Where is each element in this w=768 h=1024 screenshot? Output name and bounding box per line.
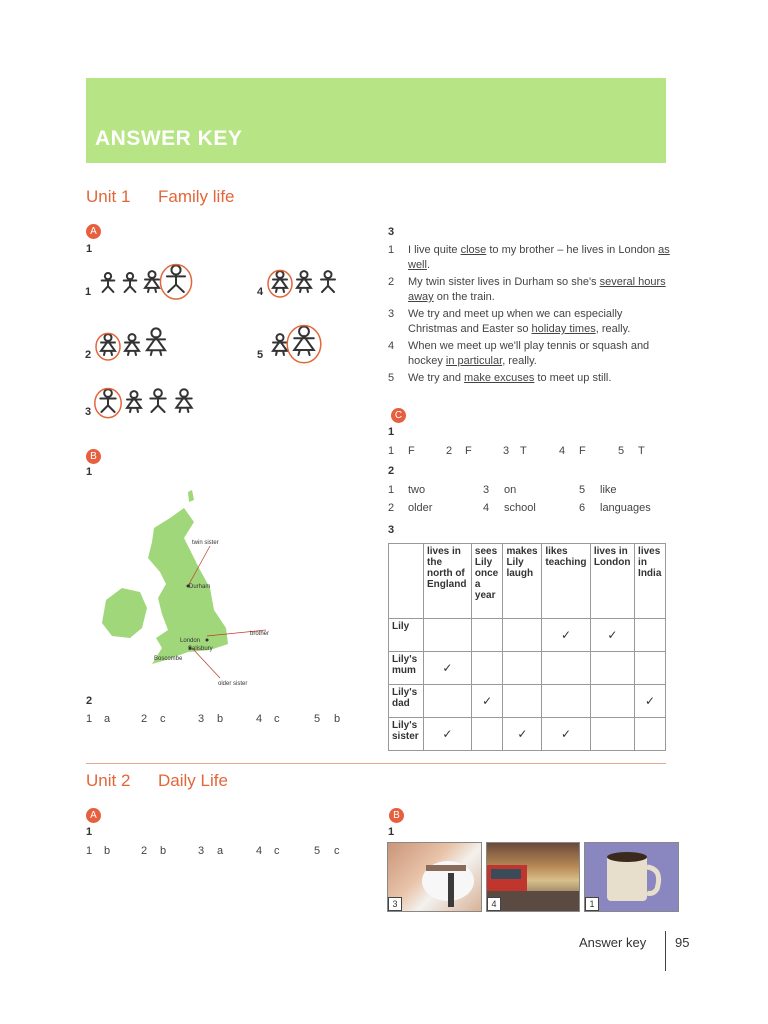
- table-tick-cell: [590, 718, 634, 751]
- table-tick-cell: ✓: [635, 685, 666, 718]
- u2a-ans-1-num: 1: [86, 845, 93, 857]
- table-row-name: Lily's dad: [389, 685, 424, 718]
- unit1-section-c-badge: C: [391, 408, 406, 423]
- ex3-sentence-number: 4: [388, 340, 395, 352]
- u1b-ans-5: b: [334, 713, 341, 725]
- u2a-ans-5-num: 5: [314, 845, 321, 857]
- fig-row-num-3: 3: [85, 406, 92, 418]
- unit2-title: Daily Life: [158, 771, 228, 790]
- stick-figure: [95, 388, 121, 417]
- ex3-sentence: [388, 307, 670, 337]
- table-row: [389, 685, 666, 718]
- banner-title: ANSWER KEY: [95, 127, 243, 150]
- ex3-sentence-text: [408, 339, 670, 369]
- stick-figure: [102, 273, 115, 292]
- tf-3: T: [520, 445, 527, 457]
- map-label-salisbury: Salisbury: [188, 646, 213, 652]
- table-row: [389, 619, 666, 652]
- footer-section-label: Answer key: [579, 935, 647, 950]
- stick-figure: [273, 334, 287, 355]
- table-row: [389, 718, 666, 751]
- table-tick-cell: ✓: [424, 718, 472, 751]
- sentence-part: to my brother – he lives in London: [486, 244, 659, 256]
- word-5: like: [600, 484, 617, 496]
- sentence-part: on the train.: [433, 291, 495, 303]
- sentence-part: My twin sister lives in Durham so she's: [408, 276, 600, 288]
- unit1-ex3-label: 3: [388, 226, 395, 238]
- u1b-ans-5-num: 5: [314, 713, 321, 725]
- underlined-phrase: close: [460, 244, 487, 256]
- table-tick-cell: ✓: [471, 685, 503, 718]
- u1b-ans-2: c: [160, 713, 166, 725]
- unit1-c-ex2-label: 2: [388, 465, 395, 477]
- word-2-num: 2: [388, 502, 395, 514]
- map-label-older-sister: older sister: [218, 681, 248, 687]
- map-label-london: London: [180, 638, 201, 644]
- underlined-phrase: as well: [408, 244, 670, 271]
- table-header-cell: lives in the north of England: [424, 544, 472, 619]
- table-row-name: Lily's mum: [389, 652, 424, 685]
- u1b-ans-4: c: [274, 713, 280, 725]
- word-3: on: [504, 484, 517, 496]
- unit2-section-a-badge: A: [86, 808, 101, 823]
- stick-figure: [268, 270, 292, 297]
- ex3-sentence-text: [408, 243, 670, 273]
- underlined-phrase: several hours away: [408, 276, 666, 303]
- table-tick-cell: ✓: [424, 652, 472, 685]
- stick-figure: [287, 326, 321, 363]
- word-4-num: 4: [483, 502, 490, 514]
- table-tick-cell: [503, 652, 542, 685]
- table-tick-cell: [590, 685, 634, 718]
- table-tick-cell: [503, 685, 542, 718]
- table-tick-cell: [503, 619, 542, 652]
- table-tick-cell: ✓: [542, 718, 590, 751]
- unit2-number: Unit 2: [86, 771, 131, 790]
- sentence-part: We try and meet up when we can especially Christmas and Easter so: [408, 308, 623, 335]
- table-row-name: Lily's sister: [389, 718, 424, 751]
- u2a-ans-3: a: [217, 845, 224, 857]
- ireland-shape: [102, 588, 147, 638]
- stick-figure: [145, 271, 159, 292]
- map-label-brother: brother: [250, 631, 270, 637]
- stick-figure: [150, 389, 165, 412]
- table-header-row: [389, 544, 666, 619]
- u2a-ans-1: b: [104, 845, 111, 857]
- u2a-ans-5: c: [334, 845, 340, 857]
- map-label-durham: Durham: [189, 584, 211, 590]
- tf-4-num: 4: [559, 445, 566, 457]
- unit1-c-ex3-label: 3: [388, 524, 395, 536]
- stick-figure: [297, 271, 311, 292]
- u1b-ans-3-num: 3: [198, 713, 205, 725]
- tf-5-num: 5: [618, 445, 625, 457]
- u1b-ans-3: b: [217, 713, 224, 725]
- map-label-boscombe: Boscombe: [154, 656, 183, 662]
- word-1-num: 1: [388, 484, 395, 496]
- ex3-sentence-text: [408, 371, 670, 386]
- u2a-ans-3-num: 3: [198, 845, 205, 857]
- unit1-c-ex1-label: 1: [388, 426, 395, 438]
- word-6-num: 6: [579, 502, 586, 514]
- sentence-part: to meet up still.: [534, 372, 612, 384]
- fig-row-num-5: 5: [257, 349, 264, 361]
- page-number: 95: [675, 935, 690, 950]
- word-4: school: [504, 502, 536, 514]
- tf-5: T: [638, 445, 645, 457]
- family-answer-table: [388, 543, 666, 751]
- unit1-section-b-badge: B: [86, 449, 101, 464]
- sentence-part: I live quite: [408, 244, 461, 256]
- answer-circle: [287, 326, 321, 363]
- table-tick-cell: [471, 718, 503, 751]
- tf-4: F: [579, 445, 586, 457]
- stick-figure: [125, 334, 139, 355]
- photo-number-4: 4: [487, 897, 501, 911]
- ex3-sentence-number: 2: [388, 276, 395, 288]
- unit1-c-words: [388, 484, 668, 524]
- tf-1: F: [408, 445, 415, 457]
- table-header-cell: lives in London: [590, 544, 634, 619]
- unit2-a-ex1-label: 1: [86, 826, 93, 838]
- photo-underground: [486, 842, 580, 912]
- footer-divider: [665, 931, 666, 971]
- unit1-title: Family life: [158, 187, 235, 206]
- u2a-ans-2: b: [160, 845, 167, 857]
- word-2: older: [408, 502, 433, 514]
- sentence-part: We try and: [408, 372, 465, 384]
- map-label-twin-sister: twin sister: [192, 540, 219, 546]
- unit2-heading: [86, 771, 228, 791]
- table-tick-cell: [590, 652, 634, 685]
- photo-number-1: 1: [585, 897, 599, 911]
- uk-map: [92, 488, 312, 688]
- stick-figure: [124, 273, 137, 292]
- u1b-ans-4-num: 4: [256, 713, 263, 725]
- stick-figure: [321, 271, 335, 292]
- ex3-sentence: [388, 371, 670, 386]
- fig-row-num-4: 4: [257, 286, 264, 298]
- tf-3-num: 3: [503, 445, 510, 457]
- ex3-sentence-number: 5: [388, 372, 395, 384]
- u2a-ans-2-num: 2: [141, 845, 148, 857]
- table-tick-cell: [635, 619, 666, 652]
- table-tick-cell: ✓: [590, 619, 634, 652]
- ex3-sentence-number: 3: [388, 308, 395, 320]
- fig-row-num-1: 1: [85, 286, 92, 298]
- table-tick-cell: [635, 718, 666, 751]
- table-tick-cell: [542, 652, 590, 685]
- photo-coffee-mug: [584, 842, 679, 912]
- u2a-ans-4: c: [274, 845, 280, 857]
- u2a-ans-4-num: 4: [256, 845, 263, 857]
- table-tick-cell: ✓: [542, 619, 590, 652]
- ex3-sentence: [388, 339, 670, 369]
- unit1-heading: [86, 187, 235, 207]
- unit2-b-ex1-label: 1: [388, 826, 395, 838]
- table-row-name: Lily: [389, 619, 424, 652]
- underlined-phrase: make excuses: [464, 372, 535, 384]
- unit1-b-ex1-label: 1: [86, 466, 93, 478]
- ex3-sentence: [388, 275, 670, 305]
- table-tick-cell: [635, 652, 666, 685]
- u1b-ans-2-num: 2: [141, 713, 148, 725]
- unit-divider: [86, 763, 666, 764]
- answer-circle: [268, 270, 292, 297]
- ex3-sentence-text: [408, 275, 670, 305]
- sentence-part: , really.: [502, 355, 537, 367]
- word-5-num: 5: [579, 484, 586, 496]
- tf-1-num: 1: [388, 445, 395, 457]
- unit1-b-ex2-label: 2: [86, 695, 93, 707]
- tf-2-num: 2: [446, 445, 453, 457]
- table-header-cell: sees Lily once a year: [471, 544, 503, 619]
- unit1-number: Unit 1: [86, 187, 131, 206]
- table-tick-cell: [424, 619, 472, 652]
- u1b-ans-1-num: 1: [86, 713, 93, 725]
- table-row: [389, 652, 666, 685]
- table-header-cell: lives in India: [635, 544, 666, 619]
- table-header-cell: likes teaching: [542, 544, 590, 619]
- sentence-part: When we meet up we'll play tennis or squash and hockey: [408, 340, 650, 367]
- table-tick-cell: [471, 619, 503, 652]
- answer-circle: [96, 333, 120, 360]
- sentence-part: .: [426, 259, 431, 271]
- sentence-part: , really.: [595, 323, 631, 335]
- stick-figure: [160, 265, 191, 300]
- stick-figure-puzzle: [80, 255, 380, 435]
- table-tick-cell: [542, 685, 590, 718]
- stick-figure: [147, 328, 165, 355]
- photo-number-3: 3: [388, 897, 402, 911]
- ex3-sentence-number: 1: [388, 244, 395, 256]
- table-header-cell: [389, 544, 424, 619]
- fig-row-num-2: 2: [85, 349, 92, 361]
- table-tick-cell: [471, 652, 503, 685]
- unit1-section-a-badge: A: [86, 224, 101, 239]
- table-tick-cell: ✓: [503, 718, 542, 751]
- unit2-section-b-badge: B: [389, 808, 404, 823]
- word-1: two: [408, 484, 426, 496]
- word-6: languages: [600, 502, 651, 514]
- answer-key-banner: [86, 78, 666, 163]
- unit1-a-ex1-label: 1: [86, 243, 93, 255]
- ex3-sentence-text: [408, 307, 670, 337]
- table-tick-cell: [424, 685, 472, 718]
- tf-2: F: [465, 445, 472, 457]
- table-header-cell: makes Lily laugh: [503, 544, 542, 619]
- stick-figure: [96, 333, 120, 360]
- underlined-phrase: in particular: [445, 355, 503, 367]
- u1b-ans-1: a: [104, 713, 111, 725]
- word-3-num: 3: [483, 484, 490, 496]
- stick-figure: [176, 389, 191, 412]
- shetland-islands: [188, 490, 194, 502]
- photo-shaving: [387, 842, 482, 912]
- ex3-sentence: [388, 243, 670, 273]
- underlined-phrase: holiday times: [531, 323, 596, 335]
- stick-figure: [127, 391, 141, 412]
